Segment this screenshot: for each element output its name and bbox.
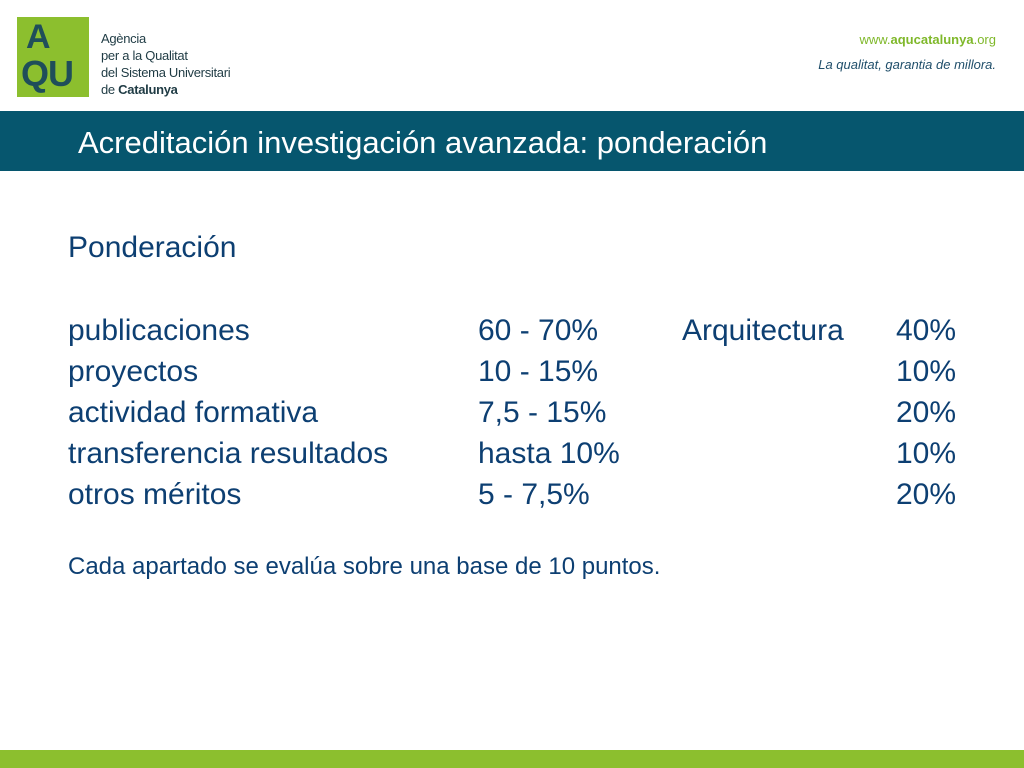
row-range: 5 - 7,5% <box>478 478 590 511</box>
slide-title: Acreditación investigación avanzada: ponderación <box>78 125 768 160</box>
row-label: actividad formativa <box>68 396 319 429</box>
row-architecture-pct: 10% <box>895 355 956 388</box>
organization-name <box>101 30 230 98</box>
section-heading: Ponderación <box>68 231 237 264</box>
row-architecture-pct: 20% <box>895 396 956 429</box>
row-architecture-label: Arquitectura <box>682 314 844 347</box>
website-domain: aqucatalunya <box>890 32 974 47</box>
row-label: proyectos <box>68 355 199 388</box>
row-architecture-pct: 40% <box>895 314 956 347</box>
org-line-1: Agència <box>101 31 146 46</box>
row-range: hasta 10% <box>478 437 620 470</box>
tagline: La qualitat, garantia de millora. <box>818 57 996 72</box>
logo-letter-a: A <box>26 18 51 56</box>
weighting-row <box>68 437 968 478</box>
website-link[interactable] <box>859 32 996 47</box>
org-line-4-prefix: de <box>101 82 119 97</box>
org-line-2: per a la Qualitat <box>101 48 188 63</box>
weighting-row <box>68 355 968 396</box>
org-line-4-bold: Catalunya <box>118 82 178 97</box>
weighting-row <box>68 396 968 437</box>
org-line-4 <box>101 81 230 98</box>
row-label: otros méritos <box>68 478 242 511</box>
weighting-row <box>68 478 968 519</box>
website-suffix: .org <box>973 32 996 47</box>
website-prefix: www. <box>859 32 891 47</box>
logo-letters-qu: QU <box>21 53 73 94</box>
evaluation-note: Cada apartado se evalúa sobre una base de 10 puntos. <box>68 553 661 580</box>
row-architecture-pct: 10% <box>895 437 956 470</box>
weighting-row <box>68 314 968 355</box>
row-range: 10 - 15% <box>478 355 599 388</box>
title-banner <box>0 111 1024 171</box>
row-label: publicaciones <box>68 314 250 347</box>
row-range: 60 - 70% <box>478 314 599 347</box>
row-label: transferencia resultados <box>68 437 389 470</box>
aqu-logo <box>17 17 89 97</box>
footer-bar <box>0 750 1024 768</box>
row-range: 7,5 - 15% <box>478 396 607 429</box>
org-line-3: del Sistema Universitari <box>101 65 231 80</box>
row-architecture-pct: 20% <box>895 478 956 511</box>
